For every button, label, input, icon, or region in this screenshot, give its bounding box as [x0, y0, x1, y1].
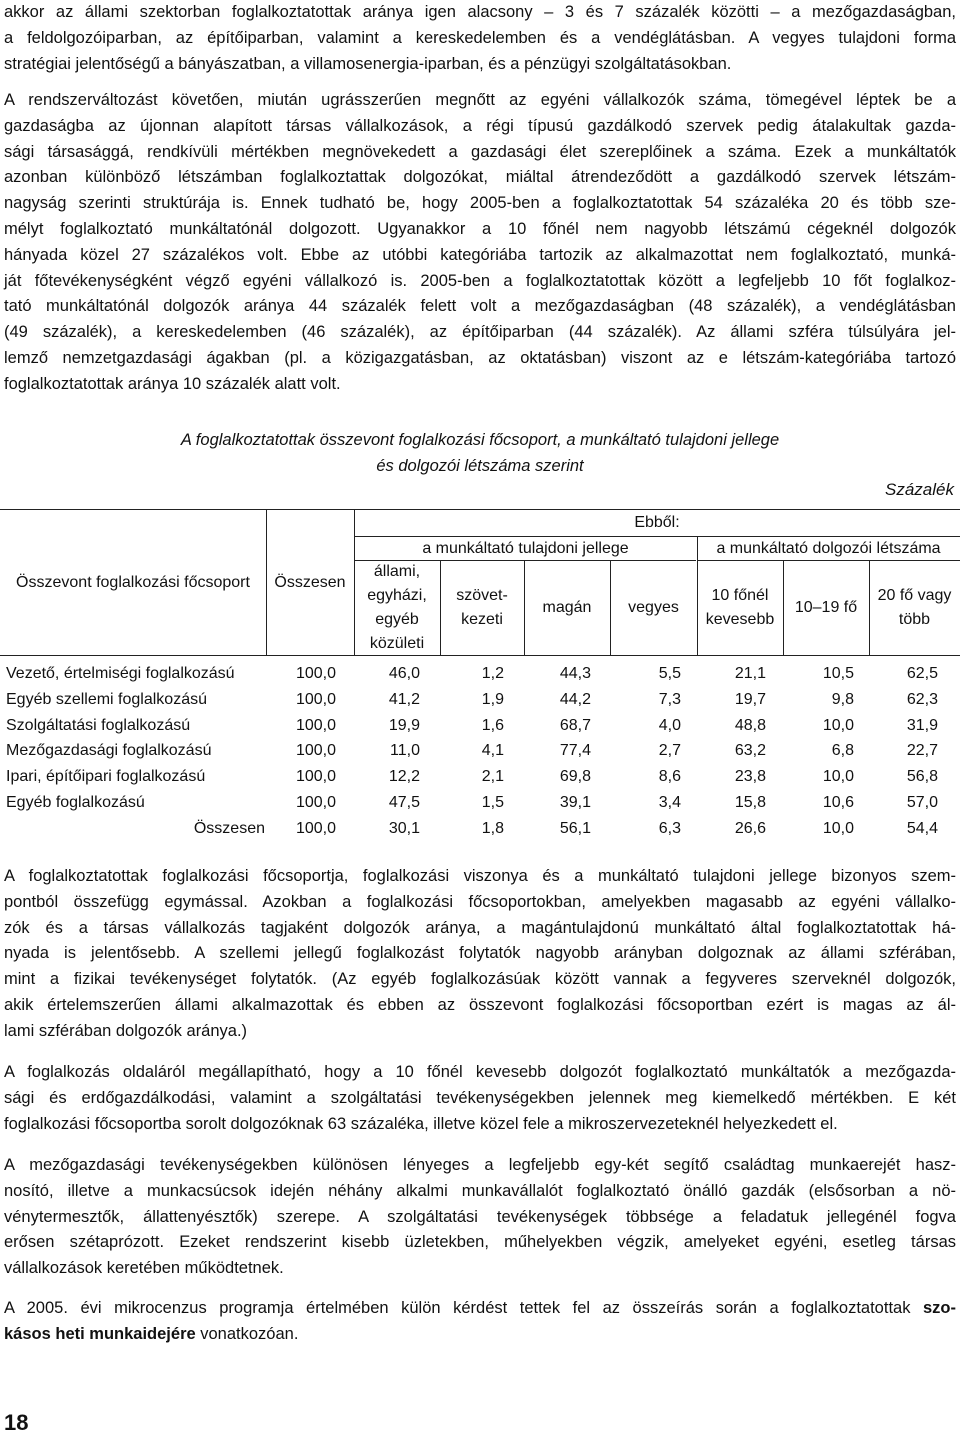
cell-value: 56,1	[559, 819, 591, 837]
text-line: lami szférában dolgozók aránya.)	[4, 1021, 248, 1040]
cell-value: 10,0	[822, 768, 854, 786]
cell-total: 100,0	[295, 742, 336, 760]
text-line: vállalkozások keretében működtetnek.	[4, 1259, 284, 1278]
cell-total: 100,0	[295, 794, 336, 811]
cell-value: 9,8	[831, 690, 854, 708]
header-line: egyházi,	[367, 587, 427, 604]
cell-value: 21,1	[734, 665, 766, 682]
paragraph-working-hours	[4, 1296, 956, 1348]
page-number: 18	[4, 1410, 29, 1435]
cell-value: 57,0	[906, 794, 938, 811]
header-total: Összesen	[274, 574, 346, 591]
text-line: a feldolgozóiparban, az építőiparban, valamint a kereskedelemben és a vendéglátásban. A vegyes tulajdoni forma	[4, 28, 956, 47]
cell-value: 31,9	[906, 716, 938, 734]
cell-total: 100,0	[295, 690, 336, 708]
cell-value: 47,5	[388, 794, 420, 811]
header-line: több	[898, 611, 931, 628]
cell-value: 3,4	[658, 794, 681, 811]
cell-value: 77,4	[559, 742, 591, 760]
text-line: foglalkozási főcsoportba sorolt dolgozóknak 63 százaléka, illetve közel fele a mikroszervezeteknél helyezkedett el.	[4, 1114, 838, 1133]
text-line: stratégiai jelentőségű a bányászatban, a villamosenergia-iparban, és a pénzügyi szolgáltatásokban.	[4, 54, 732, 73]
text-line: mint a fizikai tevékenységet folytatók. (Az egyéb foglalkozásúak között vannak a fegyveres szerveknél dolgozók,	[4, 970, 956, 989]
text-line: akkor az állami szektorban foglalkoztatottak aránya igen alacsony – 3 és 7 százalék közötti – a mezőgazdaságban,	[4, 3, 956, 21]
cell-value: 46,0	[388, 665, 420, 682]
text-line: A foglalkozás oldaláról megállapítható, hogy a 10 főnél kevesebb dolgozót foglalkoztató munkáltatók a mezőgazda-	[4, 1063, 956, 1081]
paragraph-small-employers	[4, 1060, 956, 1137]
header-20-plus	[869, 584, 960, 632]
header-line: 10–19 fő	[794, 599, 858, 616]
cell-value: 22,7	[906, 742, 938, 760]
header-line: kezeti	[461, 611, 503, 628]
header-line: kevesebb	[705, 611, 775, 628]
cell-value: 41,2	[388, 690, 420, 708]
cell-value: 23,8	[734, 768, 766, 786]
text-line	[4, 1296, 956, 1322]
cell-value: 39,1	[559, 794, 591, 811]
cell-value: 8,6	[658, 768, 681, 786]
header-private	[524, 596, 610, 620]
bold-run: szo-	[923, 1299, 956, 1317]
table-top-rule	[0, 509, 960, 510]
row-label: Egyéb szellemi foglalkozású	[6, 690, 207, 708]
cell-value: 1,8	[481, 819, 504, 837]
header-line: 10 főnél	[711, 587, 769, 604]
cell-value: 12,2	[388, 768, 420, 786]
paragraph-regime-change	[4, 88, 956, 398]
header-line: 20 fő vagy	[877, 587, 952, 604]
cell-total: 100,0	[295, 819, 336, 837]
cell-value: 54,4	[906, 819, 938, 837]
text-line: (49 százalék), a kereskedelemben (46 százalék), az építőiparban (44 százalék). Az állami szféra túlsúlyára jel-	[4, 323, 956, 342]
cell-value: 56,8	[906, 768, 938, 786]
text-run: A 2005. évi mikrocenzus programja értelmében külön kérdést tettek fel az összeírás során a foglalkoztatottak	[4, 1299, 923, 1317]
header-owner-group: a munkáltató tulajdoni jellege	[422, 540, 629, 557]
header-mixed	[610, 596, 697, 620]
cell-value: 62,3	[906, 690, 938, 708]
header-10-19	[783, 596, 869, 620]
cell-value: 2,1	[481, 768, 504, 786]
text-line: sági társasággá, rendkívüli mértékben megnövekedett a gazdasági élet szereplőinek a száma. Ezek a munkáltatók	[4, 142, 956, 161]
cell-total: 100,0	[295, 768, 336, 786]
table-title: A foglalkoztatottak összevont foglalkozási főcsoport, a munkáltató tulajdoni jellege	[180, 431, 780, 449]
header-line: vegyes	[628, 599, 679, 616]
row-label: Összesen	[193, 819, 265, 837]
text-line: erősen szétaprózott. Ezeket rendszerint kisebb üzletekben, műhelyekben végzik, amelyeket egyéni, esetleg társas	[4, 1233, 956, 1252]
cell-value: 10,0	[822, 819, 854, 837]
cell-value: 6,3	[658, 819, 681, 837]
row-label: Ipari, építőipari foglalkozású	[6, 768, 206, 786]
cell-value: 68,7	[559, 716, 591, 734]
cell-value: 10,0	[822, 716, 854, 734]
cell-value: 19,9	[388, 716, 420, 734]
cell-value: 44,3	[559, 665, 591, 682]
text-run: vonatkozóan.	[195, 1324, 299, 1343]
header-size-group: a munkáltató dolgozói létszáma	[716, 540, 941, 557]
cell-value: 19,7	[734, 690, 766, 708]
cell-total: 100,0	[295, 665, 336, 682]
text-line: foglalkoztatottak aránya 10 százalék alatt volt.	[4, 374, 341, 393]
paragraph-agriculture	[4, 1153, 956, 1282]
text-line: nyada is jelentősebb. A szellemi jellegű foglalkozást folytatók nagyobb arányban dolgoznak az állami szférában,	[4, 944, 956, 963]
bold-run: kásos heti munkaidejére	[4, 1324, 196, 1343]
table-unit-label: Százalék	[885, 480, 954, 499]
text-line: nagyság szerinti struktúrája is. Ennek tudható be, hogy 2005-ben a foglalkoztatottak 54 százaléka 20 és több sze-	[4, 194, 956, 213]
cell-value: 26,6	[734, 819, 766, 837]
cell-value: 2,7	[658, 742, 681, 760]
header-of-which: Ebből:	[634, 514, 680, 531]
row-label: Egyéb foglalkozású	[6, 794, 145, 811]
cell-value: 1,9	[481, 690, 504, 708]
cell-value: 62,5	[906, 665, 938, 682]
header-state-owned	[354, 560, 440, 656]
text-line: hányada közel 27 százalékos volt. Ebbe az utóbbi kategóriába tartozik az alkalmazottat nem foglalkoztató, munká-	[4, 245, 956, 264]
header-line: közületi	[369, 635, 425, 652]
text-line: sági és erdőgazdálkodási, valamint a szolgáltatási tevékenységekben jelennek meg kiemelkedő mértékben. E két	[4, 1088, 956, 1107]
cell-value: 1,5	[481, 794, 504, 811]
cell-value: 48,8	[734, 716, 766, 734]
text-line: lemző nemzetgazdasági ágakban (pl. a közigazgatásban, az oktatásban) viszont az e létszám-kategóriába tartozó	[4, 348, 956, 367]
text-line: ját főtevékenységként végző egyéni vállalkozó is. 2005-ben a foglalkoztatottak között a legfeljebb 10 főt foglalkoz-	[4, 271, 956, 290]
cell-value: 1,2	[481, 665, 504, 682]
header-line: magán	[542, 599, 592, 616]
cell-value: 7,3	[658, 690, 681, 708]
header-cooperative	[440, 584, 524, 632]
text-line: pontból összefügg egymással. Azokban a foglalkozási főcsoportokban, amelyekben magasabb az egyéni vállalko-	[4, 892, 956, 911]
cell-value: 11,0	[390, 742, 420, 760]
text-line: nosító, illetve a munkacsúcsok idején néhány alkalmi munkavállalót foglalkoztató önálló gazdák (elsősorban a nö-	[4, 1181, 956, 1200]
text-line: A foglalkoztatottak foglalkozási főcsoportja, foglalkozási viszonya és a munkáltató tulajdoni jellege bizonyos szem-	[4, 867, 956, 885]
cell-value: 44,2	[559, 690, 591, 708]
cell-value: 6,8	[831, 742, 854, 760]
cell-total: 100,0	[295, 716, 336, 734]
text-line: azonban különböző létszámban foglalkoztattak dolgozókat, miáltal átrendeződött a gazdálkodó szervek létszám-	[4, 168, 956, 187]
text-line: akik értelemszerűen állami alkalmazottak és ebben az összevont foglalkozási főcsoportban ezért is magas az ál-	[4, 995, 956, 1014]
header-line: egyéb	[375, 611, 419, 628]
table-header-rule	[0, 655, 960, 656]
cell-value: 4,0	[658, 716, 681, 734]
cell-value: 30,1	[388, 819, 420, 837]
cell-value: 15,8	[734, 794, 766, 811]
header-occupation-group: Összevont foglalkozási főcsoport	[16, 574, 250, 591]
text-line: gazdaságba az újonnan alapított társas vállalkozások, a régi típusú gazdálkodó szervek pedig átalakultak gazda-	[4, 116, 956, 135]
header-line: szövet-	[456, 587, 508, 604]
row-label: Vezető, értelmiségi foglalkozású	[6, 665, 235, 682]
cell-value: 4,1	[481, 742, 504, 760]
header-line: állami,	[373, 563, 421, 580]
text-line: zók és a társas vállalkozás tagjaként dolgozók aránya, a magántulajdonú munkáltató által foglalkoztatottak há-	[4, 918, 956, 937]
text-line: mélyt foglalkoztató munkáltatónál dolgozott. Ugyanakkor a 10 főnél nem nagyobb létszámú cégeknél dolgozók	[4, 219, 956, 238]
row-label: Mezőgazdasági foglalkozású	[6, 742, 212, 760]
row-label: Szolgáltatási foglalkozású	[6, 716, 191, 734]
text-line	[4, 1322, 956, 1348]
paragraph-occupation-relation	[4, 864, 956, 1045]
text-line: vénytermesztők, állattenyésztők) szerepe. A szolgáltatási tevékenységek többsége a feladatuk jellegénél fogva	[4, 1207, 956, 1226]
text-line: tató munkáltatónál dolgozók aránya 44 százalék felett volt a mezőgazdaságban (48 százalék), a vendéglátásban	[4, 297, 956, 316]
intro-paragraph	[4, 0, 956, 77]
cell-value: 5,5	[658, 665, 681, 682]
cell-value: 63,2	[734, 742, 766, 760]
text-line: A rendszerváltozást követően, miután ugrásszerűen megnőtt az egyéni vállalkozók száma, tömegével léptek be a	[4, 91, 956, 109]
text-line: A mezőgazdasági tevékenységekben különösen lényeges a legfeljebb egy-két segítő családtag munkaerejét hasz-	[4, 1156, 956, 1174]
cell-value: 69,8	[559, 768, 591, 786]
header-under-10	[697, 584, 783, 632]
cell-value: 10,5	[822, 665, 854, 682]
cell-value: 10,6	[822, 794, 854, 811]
table-title-line2: és dolgozói létszáma szerint	[376, 457, 584, 475]
cell-value: 1,6	[481, 716, 504, 734]
